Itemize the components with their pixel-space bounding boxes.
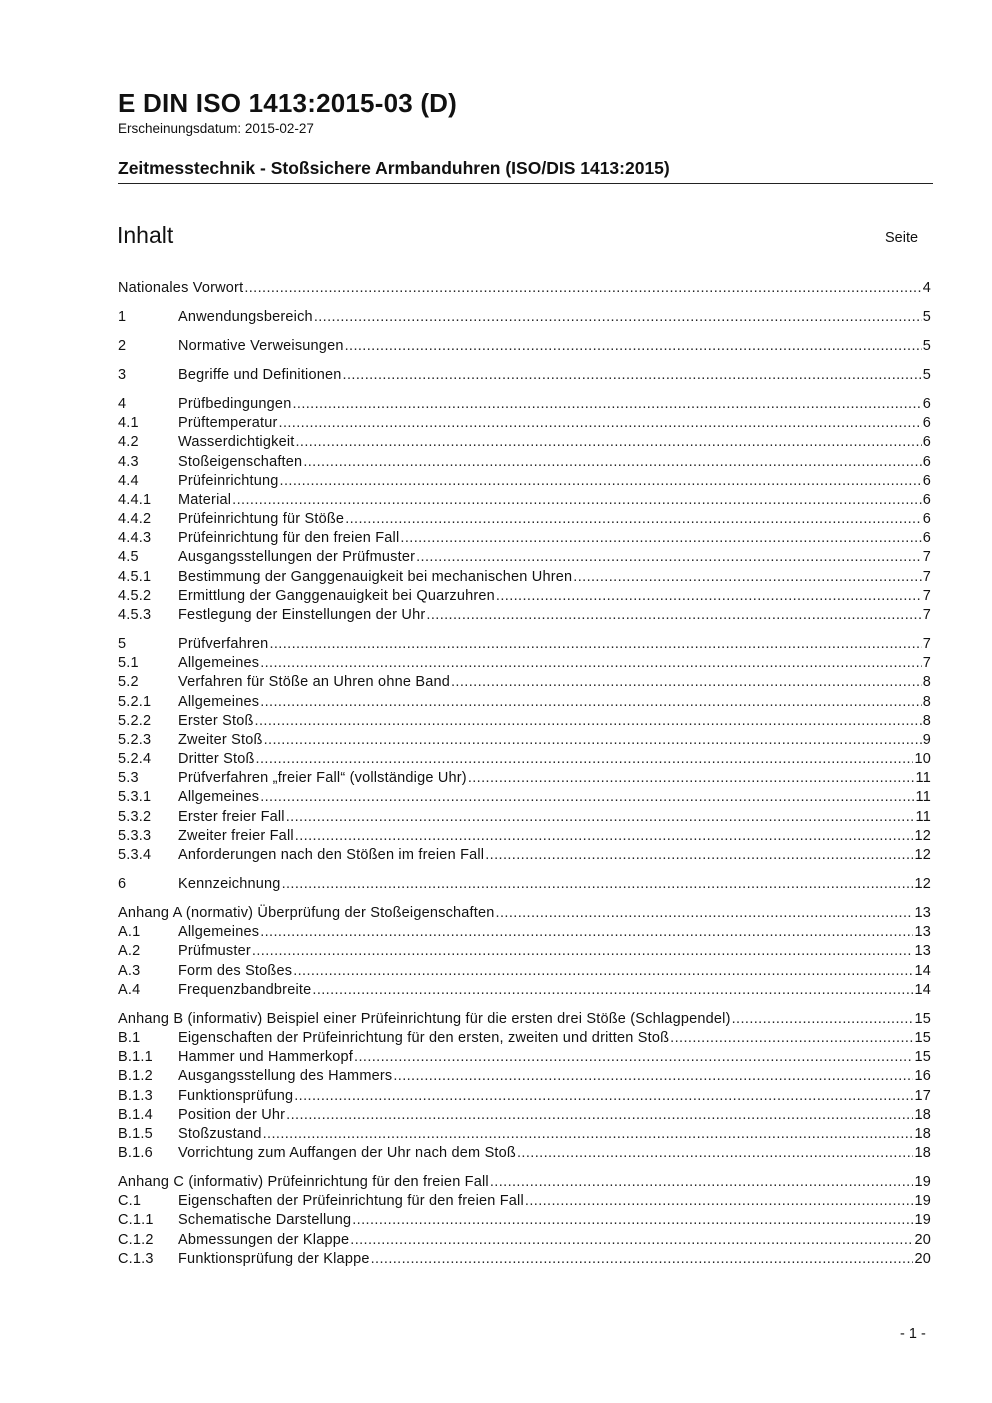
toc-entry-title: Verfahren für Stöße an Uhren ohne Band bbox=[178, 674, 450, 691]
toc-entry-number: A.4 bbox=[118, 981, 141, 998]
toc-entry-number: 5.3.3 bbox=[118, 827, 152, 844]
toc-dot-leader bbox=[255, 713, 922, 729]
toc-entry-title: Zweiter Stoß bbox=[178, 731, 263, 748]
toc-dot-leader bbox=[314, 309, 922, 325]
toc-entry[interactable] bbox=[118, 569, 931, 588]
toc-entry-page: 6 bbox=[922, 395, 931, 412]
toc-dot-leader bbox=[269, 636, 921, 652]
toc-entry[interactable] bbox=[118, 982, 931, 1001]
toc-entry-number: 5.2.1 bbox=[118, 693, 152, 710]
toc-entry-title: Begriffe und Definitionen bbox=[178, 366, 342, 383]
toc-dot-leader bbox=[263, 1126, 914, 1142]
toc-dot-leader bbox=[279, 415, 922, 431]
toc-entry-number: C.1.1 bbox=[118, 1212, 154, 1229]
toc-dot-leader bbox=[295, 434, 921, 450]
toc-entry-page: 5 bbox=[922, 308, 931, 325]
toc-dot-leader bbox=[670, 1030, 913, 1046]
toc-dot-leader bbox=[303, 454, 921, 470]
toc-entry-page: 7 bbox=[922, 655, 931, 672]
toc-entry[interactable] bbox=[118, 607, 931, 626]
toc-entry-title: Prüftemperatur bbox=[178, 415, 278, 432]
toc-entry-page: 19 bbox=[914, 1193, 931, 1210]
toc-entry[interactable] bbox=[118, 280, 931, 299]
toc-dot-leader bbox=[244, 280, 921, 296]
toc-dot-leader bbox=[426, 607, 921, 623]
toc-entry-number: B.1.5 bbox=[118, 1125, 153, 1142]
toc-entry[interactable] bbox=[118, 1126, 931, 1145]
toc-entry-title: Stoßeigenschaften bbox=[178, 453, 303, 470]
toc-entry-title: Prüfeinrichtung für Stöße bbox=[178, 511, 345, 528]
toc-entry[interactable] bbox=[118, 492, 931, 511]
toc-entry-number: 4.4.1 bbox=[118, 491, 152, 508]
toc-entry-number: 5.2 bbox=[118, 674, 139, 691]
toc-dot-leader bbox=[260, 655, 922, 671]
toc-dot-leader bbox=[732, 1011, 914, 1027]
toc-entry[interactable] bbox=[118, 309, 931, 328]
toc-dot-leader bbox=[343, 367, 922, 383]
toc-entry-number: 4.5.1 bbox=[118, 568, 152, 585]
toc-dot-leader bbox=[496, 588, 922, 604]
toc-entry-number: 5 bbox=[118, 635, 127, 652]
toc-entry-number: C.1 bbox=[118, 1193, 142, 1210]
toc-entry-title: Dritter Stoß bbox=[178, 751, 255, 768]
toc-entry[interactable] bbox=[118, 1030, 931, 1049]
toc-entry[interactable] bbox=[118, 511, 931, 530]
toc-entry-page: 8 bbox=[922, 712, 931, 729]
toc-entry-title: Prüfverfahren „freier Fall“ (vollständige Uhr) bbox=[178, 770, 467, 787]
toc-dot-leader bbox=[295, 828, 914, 844]
toc-entry-number: 5.2.2 bbox=[118, 712, 152, 729]
toc-entry-title: Erster freier Fall bbox=[178, 808, 285, 825]
toc-entry-page: 5 bbox=[922, 337, 931, 354]
toc-dot-leader bbox=[350, 1232, 913, 1248]
document-title: Zeitmesstechnik - Stoßsichere Armbanduhren (ISO/DIS 1413:2015) bbox=[118, 158, 933, 184]
toc-entry[interactable] bbox=[118, 1251, 931, 1270]
toc-entry-page: 5 bbox=[922, 366, 931, 383]
toc-entry[interactable] bbox=[118, 588, 931, 607]
toc-entry-page: 18 bbox=[914, 1125, 931, 1142]
toc-dot-leader bbox=[282, 876, 914, 892]
toc-entry-number: 5.3.2 bbox=[118, 808, 152, 825]
toc-dot-leader bbox=[286, 1107, 913, 1123]
toc-entry[interactable] bbox=[118, 713, 931, 732]
page-number: - 1 - bbox=[900, 1326, 926, 1342]
toc-entry-number: 4.5.3 bbox=[118, 607, 152, 623]
toc-entry-page: 18 bbox=[914, 1106, 931, 1123]
toc-entry-title: Funktionsprüfung bbox=[178, 1087, 294, 1104]
toc-entry-title: Nationales Vorwort bbox=[118, 280, 244, 296]
toc-entry-title: Ausgangsstellungen der Prüfmuster bbox=[178, 549, 416, 566]
toc-dot-leader bbox=[286, 809, 915, 825]
toc-entry[interactable] bbox=[118, 963, 931, 982]
toc-dot-leader bbox=[312, 982, 913, 998]
toc-entry-title: Funktionsprüfung der Klappe bbox=[178, 1250, 370, 1267]
toc-entry-page: 16 bbox=[914, 1068, 931, 1085]
toc-dot-leader bbox=[232, 492, 922, 508]
toc-entry-number: 5.1 bbox=[118, 655, 139, 672]
toc-entry-title: Prüfeinrichtung für den freien Fall bbox=[178, 530, 400, 547]
toc-entry-title: Position der Uhr bbox=[178, 1106, 286, 1123]
toc-entry-page: 7 bbox=[922, 587, 931, 604]
toc-entry-page: 6 bbox=[922, 511, 931, 528]
toc-entry-title: Prüfeinrichtung bbox=[178, 472, 279, 489]
toc-entry-title: Eigenschaften der Prüfeinrichtung für den ersten, zweiten und dritten Stoß bbox=[178, 1029, 670, 1046]
toc-entry[interactable] bbox=[118, 473, 931, 492]
toc-entry-number: 1 bbox=[118, 308, 127, 325]
toc-entry-page: 13 bbox=[914, 905, 931, 922]
toc-entry-number: A.1 bbox=[118, 924, 141, 941]
toc-entry-page: 12 bbox=[914, 876, 931, 893]
toc-entry-title: Zweiter freier Fall bbox=[178, 827, 294, 844]
toc-dot-leader bbox=[371, 1251, 914, 1267]
toc-entry-number: A.2 bbox=[118, 943, 141, 960]
toc-entry-page: 19 bbox=[914, 1174, 931, 1191]
toc-entry-page: 15 bbox=[914, 1010, 931, 1027]
toc-entry-page: 20 bbox=[914, 1250, 931, 1267]
toc-dot-leader bbox=[256, 751, 914, 767]
toc-entry[interactable] bbox=[118, 809, 931, 828]
toc-entry-page: 7 bbox=[922, 568, 931, 585]
toc-dot-leader bbox=[400, 530, 921, 546]
toc-entry-number: B.1.1 bbox=[118, 1049, 153, 1066]
toc-entry-number: 4.4.3 bbox=[118, 530, 152, 547]
toc-entry-page: 6 bbox=[922, 491, 931, 508]
toc-entry-title: Form des Stoßes bbox=[178, 962, 293, 979]
toc-dot-leader bbox=[517, 1145, 913, 1161]
toc-entry[interactable] bbox=[118, 434, 931, 453]
toc-dot-leader bbox=[260, 694, 922, 710]
toc-entry[interactable] bbox=[118, 751, 931, 770]
toc-entry-title: Allgemeines bbox=[178, 655, 260, 672]
toc-entry-number: 5.3.4 bbox=[118, 847, 152, 864]
toc-entry-title: Allgemeines bbox=[178, 924, 260, 941]
toc-dot-leader bbox=[354, 1049, 913, 1065]
toc-entry[interactable] bbox=[118, 367, 931, 386]
toc-entry[interactable] bbox=[118, 1107, 931, 1126]
toc-entry-title: Bestimmung der Ganggenauigkeit bei mechanischen Uhren bbox=[178, 568, 573, 585]
toc-entry-number: 4.4.2 bbox=[118, 511, 152, 528]
toc-dot-leader bbox=[525, 1193, 914, 1209]
toc-dot-leader bbox=[451, 674, 922, 690]
toc-entry-title: Anforderungen nach den Stößen im freien Fall bbox=[178, 847, 485, 864]
toc-entry-number: B.1 bbox=[118, 1029, 141, 1046]
toc-entry-number: C.1.3 bbox=[118, 1250, 154, 1267]
toc-entry-number: A.3 bbox=[118, 962, 141, 979]
toc-entry[interactable] bbox=[118, 770, 931, 789]
toc-entry[interactable] bbox=[118, 789, 931, 808]
toc-entry[interactable] bbox=[118, 1011, 931, 1030]
toc-entry-page: 11 bbox=[915, 808, 931, 825]
toc-entry[interactable] bbox=[118, 876, 931, 895]
toc-entry-number: 4 bbox=[118, 395, 127, 412]
toc-entry[interactable] bbox=[118, 396, 931, 415]
toc-entry-title: Prüfverfahren bbox=[178, 635, 269, 652]
toc-dot-leader bbox=[260, 924, 913, 940]
toc-dot-leader bbox=[280, 473, 922, 489]
toc-entry-page: 7 bbox=[922, 549, 931, 566]
toc-entry-page: 12 bbox=[914, 827, 931, 844]
toc-entry-page: 7 bbox=[922, 635, 931, 652]
toc-entry[interactable] bbox=[118, 636, 931, 655]
toc-entry-title: Allgemeines bbox=[178, 693, 260, 710]
toc-entry-page: 12 bbox=[914, 847, 931, 864]
toc-entry-page: 14 bbox=[914, 981, 931, 998]
toc-page-column-label: Seite bbox=[885, 230, 919, 246]
toc-entry[interactable] bbox=[118, 454, 931, 473]
publication-date: Erscheinungsdatum: 2015-02-27 bbox=[118, 121, 314, 136]
toc-entry-title: Anhang A (normativ) Überprüfung der Stoßeigenschaften bbox=[118, 905, 495, 922]
toc-entry[interactable] bbox=[118, 415, 931, 434]
toc-entry-page: 14 bbox=[914, 962, 931, 979]
toc-entry-title: Eigenschaften der Prüfeinrichtung für den freien Fall bbox=[178, 1193, 524, 1210]
toc-dot-leader bbox=[485, 847, 913, 863]
toc-entry-number: 4.2 bbox=[118, 434, 139, 451]
toc-entry[interactable] bbox=[118, 847, 931, 866]
toc-entry-title: Anhang B (informativ) Beispiel einer Prüfeinrichtung für die ersten drei Stöße (Schlagpendel) bbox=[118, 1010, 731, 1027]
toc-dot-leader bbox=[496, 905, 914, 921]
toc-entry-number: 2 bbox=[118, 337, 127, 354]
toc-entry[interactable] bbox=[118, 924, 931, 943]
toc-entry-title: Schematische Darstellung bbox=[178, 1212, 352, 1229]
toc-entry-page: 13 bbox=[914, 924, 931, 941]
toc-entry-title: Festlegung der Einstellungen der Uhr bbox=[178, 607, 426, 623]
toc-entry-page: 4 bbox=[922, 280, 931, 296]
toc-entry[interactable] bbox=[118, 655, 931, 674]
toc-entry[interactable] bbox=[118, 1212, 931, 1231]
toc-entry[interactable] bbox=[118, 828, 931, 847]
toc-entry[interactable] bbox=[118, 732, 931, 751]
toc-entry-page: 6 bbox=[922, 472, 931, 489]
toc-dot-leader bbox=[292, 396, 921, 412]
toc-entry-number: C.1.2 bbox=[118, 1231, 154, 1248]
toc-entry-title: Wasserdichtigkeit bbox=[178, 434, 295, 451]
toc-entry-title: Allgemeines bbox=[178, 789, 260, 806]
toc-entry-title: Hammer und Hammerkopf bbox=[178, 1049, 354, 1066]
toc-entry-page: 6 bbox=[922, 434, 931, 451]
toc-entry-title: Ausgangsstellung des Hammers bbox=[178, 1068, 393, 1085]
toc-entry-number: 4.1 bbox=[118, 415, 139, 432]
toc-entry[interactable] bbox=[118, 943, 931, 962]
toc-entry[interactable] bbox=[118, 338, 931, 357]
toc-entry-number: B.1.6 bbox=[118, 1145, 153, 1162]
toc-entry-title: Prüfbedingungen bbox=[178, 395, 292, 412]
toc-heading: Inhalt bbox=[117, 222, 174, 248]
toc-entry-number: 4.5.2 bbox=[118, 587, 152, 604]
toc-entry-title: Anhang C (informativ) Prüfeinrichtung für den freien Fall bbox=[118, 1174, 489, 1191]
toc-entry-number: 5.2.4 bbox=[118, 751, 152, 768]
toc-entry-page: 6 bbox=[922, 453, 931, 470]
toc-entry-number: 4.4 bbox=[118, 472, 139, 489]
toc-dot-leader bbox=[345, 338, 922, 354]
toc-entry-number: 5.3 bbox=[118, 770, 139, 787]
toc-entry-number: B.1.2 bbox=[118, 1068, 153, 1085]
toc-entry-number: 5.3.1 bbox=[118, 789, 152, 806]
toc-dot-leader bbox=[416, 549, 922, 565]
toc-entry-page: 19 bbox=[914, 1212, 931, 1229]
toc-entry-number: 6 bbox=[118, 876, 127, 893]
document-code: E DIN ISO 1413:2015-03 (D) bbox=[118, 88, 458, 118]
toc-entry-number: B.1.4 bbox=[118, 1106, 153, 1123]
toc-entry-page: 11 bbox=[915, 770, 931, 787]
toc-entry-page: 6 bbox=[922, 415, 931, 432]
toc-entry-page: 10 bbox=[914, 751, 931, 768]
toc-entry-number: 4.5 bbox=[118, 549, 139, 566]
table-of-contents bbox=[118, 280, 931, 1270]
toc-entry-number: 5.2.3 bbox=[118, 731, 152, 748]
toc-dot-leader bbox=[294, 1088, 913, 1104]
toc-entry-title: Frequenzbandbreite bbox=[178, 981, 312, 998]
toc-entry-page: 8 bbox=[922, 693, 931, 710]
toc-dot-leader bbox=[468, 770, 915, 786]
toc-entry[interactable] bbox=[118, 1193, 931, 1212]
toc-dot-leader bbox=[490, 1174, 914, 1190]
toc-entry[interactable] bbox=[118, 905, 931, 924]
toc-entry-page: 15 bbox=[914, 1049, 931, 1066]
toc-entry-page: 11 bbox=[915, 789, 931, 806]
toc-entry-number: 3 bbox=[118, 366, 127, 383]
toc-entry[interactable] bbox=[118, 1088, 931, 1107]
toc-dot-leader bbox=[264, 732, 922, 748]
toc-entry[interactable] bbox=[118, 1174, 931, 1193]
toc-entry-page: 6 bbox=[922, 530, 931, 547]
toc-entry-title: Abmessungen der Klappe bbox=[178, 1231, 350, 1248]
toc-entry-page: 8 bbox=[922, 674, 931, 691]
toc-entry-title: Normative Verweisungen bbox=[178, 337, 344, 354]
toc-entry[interactable] bbox=[118, 1049, 931, 1068]
toc-entry-page: 20 bbox=[914, 1231, 931, 1248]
toc-entry-number: B.1.3 bbox=[118, 1087, 153, 1104]
toc-entry-title: Stoßzustand bbox=[178, 1125, 262, 1142]
toc-entry[interactable] bbox=[118, 530, 931, 549]
toc-entry-page: 7 bbox=[922, 607, 931, 623]
toc-dot-leader bbox=[252, 943, 914, 959]
toc-entry-page: 15 bbox=[914, 1029, 931, 1046]
toc-dot-leader bbox=[573, 569, 921, 585]
toc-entry[interactable] bbox=[118, 549, 931, 568]
toc-dot-leader bbox=[260, 789, 914, 805]
toc-dot-leader bbox=[352, 1212, 913, 1228]
toc-entry-title: Erster Stoß bbox=[178, 712, 254, 729]
toc-dot-leader bbox=[345, 511, 922, 527]
toc-entry[interactable] bbox=[118, 1145, 931, 1164]
toc-dot-leader bbox=[393, 1068, 913, 1084]
toc-entry-number: 4.3 bbox=[118, 453, 139, 470]
toc-entry-title: Ermittlung der Ganggenauigkeit bei Quarzuhren bbox=[178, 587, 495, 604]
toc-entry-title: Vorrichtung zum Auffangen der Uhr nach dem Stoß bbox=[178, 1145, 516, 1162]
toc-entry[interactable] bbox=[118, 1232, 931, 1251]
toc-entry-page: 17 bbox=[914, 1087, 931, 1104]
toc-entry-title: Kennzeichnung bbox=[178, 876, 281, 893]
toc-entry-title: Anwendungsbereich bbox=[178, 308, 313, 325]
toc-entry[interactable] bbox=[118, 1068, 931, 1087]
toc-entry-page: 13 bbox=[914, 943, 931, 960]
toc-entry[interactable] bbox=[118, 694, 931, 713]
toc-entry-page: 18 bbox=[914, 1145, 931, 1162]
toc-entry-page: 9 bbox=[922, 731, 931, 748]
toc-dot-leader bbox=[293, 963, 913, 979]
toc-entry-title: Material bbox=[178, 491, 232, 508]
toc-entry[interactable] bbox=[118, 674, 931, 693]
toc-entry-title: Prüfmuster bbox=[178, 943, 251, 960]
